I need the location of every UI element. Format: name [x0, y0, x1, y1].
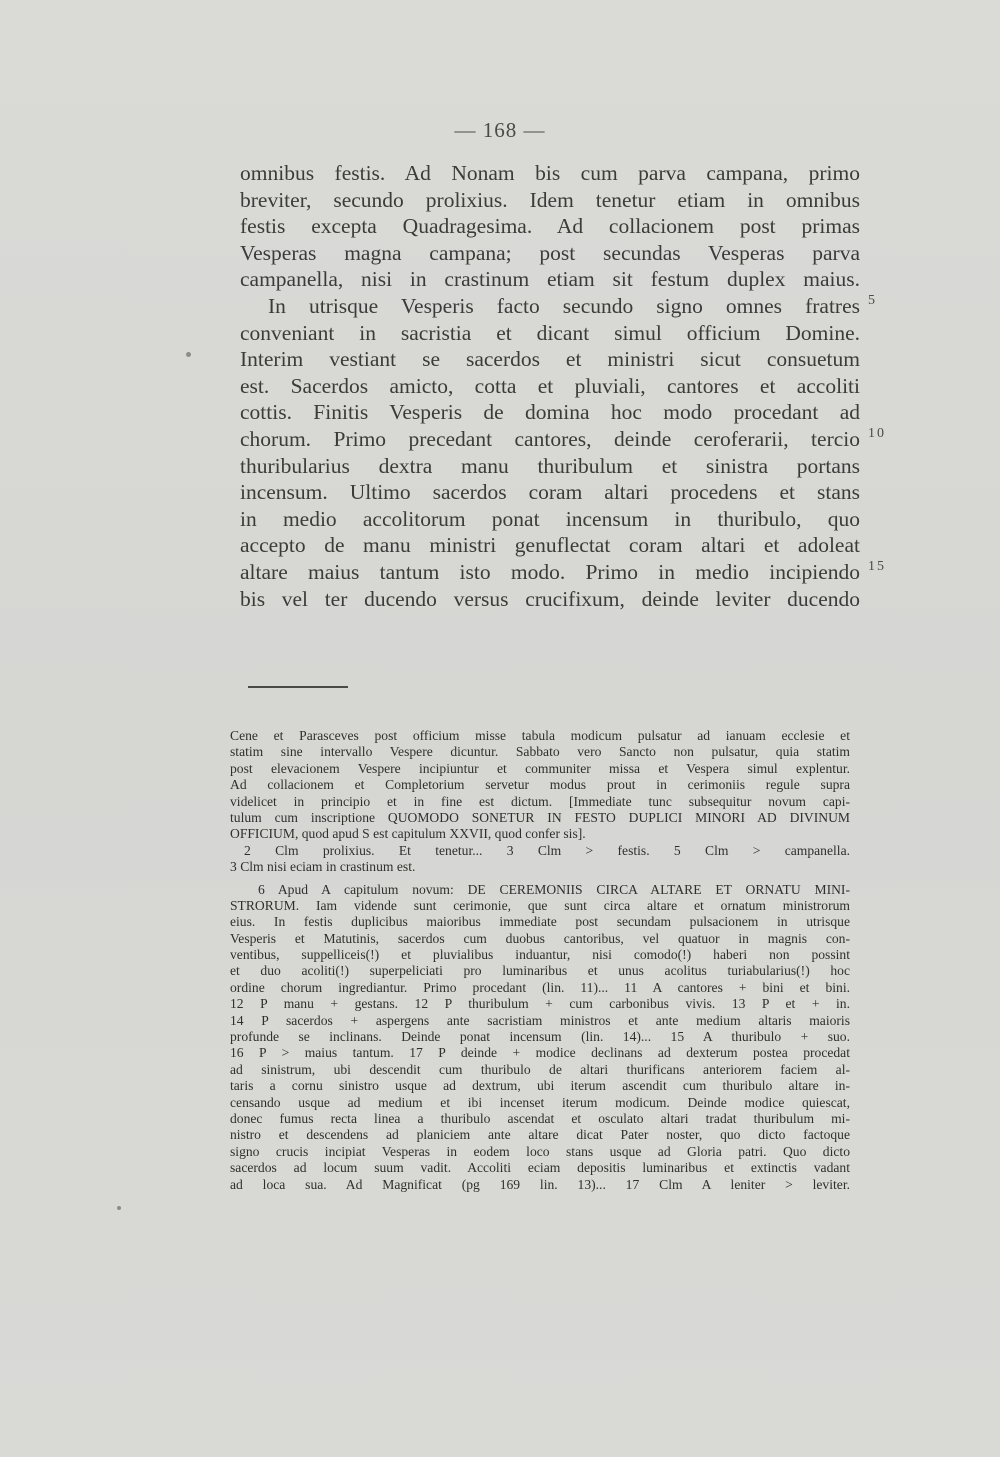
footnote-line: nistro et descendens ad planiciem ante altare dicat Pater noster, quo dicto factoque [230, 1127, 850, 1143]
footnote-line: Vesperis et Matutinis, sacerdos cum duobus cantoribus, vel quatuor in magnis con- [230, 930, 850, 946]
footnote-line: et duo acoliti(!) superpeliciati pro luminaribus et unus acolitus turiabularius(!) hoc [230, 963, 850, 979]
footnote-line: Ad collacionem et Completorium servetur modus prout in cerimoniis regule supra [230, 777, 850, 793]
paper-speck [186, 352, 191, 357]
footnote-line: taris a cornu sinistro usque ad dextrum, ubi iterum ascendit cum thuribulo altare in- [230, 1078, 850, 1094]
main-line: altare maius tantum isto modo. Primo in medio incipiendo [240, 559, 860, 584]
footnote-line: 14 P sacerdos + aspergens ante sacristiam ministros et ante medium altaris maioris [230, 1012, 850, 1028]
line-number-10: 10 [868, 426, 886, 441]
footnote-line: ventibus, suppelliceis(!) et pluvialibus induantur, nisi comodo(!) haberi non possint [230, 947, 850, 963]
footnote-line: videlicet in principio et in fine est dictum. [Immediate tunc subsequitur novum capi- [230, 793, 850, 809]
main-line: campanella, nisi in crastinum etiam sit festum duplex maius. [240, 267, 860, 292]
footnote-line: censando usque ad medium et ibi incenset iterum modicum. Deinde modice quiescat, [230, 1094, 850, 1110]
footnote-line: eius. In festis duplicibus maioribus immediate post secundam pulsacionem in utrisque [230, 914, 850, 930]
page-number: — 168 — [454, 118, 546, 142]
line-number-5: 5 [868, 293, 877, 308]
line-number-15: 15 [868, 559, 886, 574]
main-text [240, 160, 860, 612]
main-line: In utrisque Vesperis facto secundo signo omnes fratres [268, 293, 860, 318]
paper-speck [117, 1206, 121, 1210]
footnote-line: ad loca sua. Ad Magnificat (pg 169 lin. 13)... 17 Clm A leniter > leviter. [230, 1176, 850, 1192]
footnotes [230, 728, 850, 1193]
variant-line: 2 Clm prolixius. Et tenetur... 3 Clm > festis. 5 Clm > campanella. [244, 842, 850, 858]
footnote-line: STRORUM. Iam vidende sunt cerimonie, que sunt circa altare et ornatum ministrorum [230, 897, 850, 913]
footnote-line: donec fumus recta linea a thuribulo ascendat et osculato altari tradat thuribulum mi- [230, 1110, 850, 1126]
footnote-line: ordine chorum ingrediantur. Primo procedant (lin. 11)... 11 A cantores + bini et bini. [230, 979, 850, 995]
main-line: omnibus festis. Ad Nonam bis cum parva campana, primo [240, 161, 860, 185]
main-line: est. Sacerdos amicto, cotta et pluviali, cantores et accoliti [240, 373, 860, 398]
footnote-line: tulum cum inscriptione QUOMODO SONETUR IN FESTO DUPLICI MINORI AD DIVINUM [230, 809, 850, 825]
main-line: breviter, secundo prolixius. Idem tenetur etiam in omnibus [240, 187, 860, 212]
footnote-line: sacerdos ad locum suum vadit. Accoliti eciam depositis luminaribus et extinctis vadant [230, 1160, 850, 1176]
footnote-line: ad sinistrum, ubi descendit cum thuribulo de altari thurificans anteriorem faciem al- [230, 1061, 850, 1077]
main-line: incensum. Ultimo sacerdos coram altari procedens et stans [240, 480, 860, 505]
footnote-separator [248, 686, 348, 688]
footnote-line: statim sine intervallo Vespere dicuntur. Sabbato vero Sancto non pulsatur, quia statim [230, 744, 850, 760]
main-line: chorum. Primo precedant cantores, deinde ceroferarii, tercio [240, 426, 860, 451]
footnote-line: Cene et Parasceves post officium misse tabula modicum pulsatur ad ianuam ecclesie et [230, 728, 850, 743]
footnote-line: 12 P manu + gestans. 12 P thuribulum + cum carbonibus vivis. 13 P et + in. [230, 996, 850, 1012]
main-line: accepto de manu ministri genuflectat coram altari et adoleat [240, 533, 860, 558]
main-line: bis vel ter ducendo versus crucifixum, deinde leviter ducendo [240, 586, 860, 611]
footnote-line: profunde se inclinans. Deinde ponat incensum (lin. 14)... 15 A thuribulo + suo. [230, 1029, 850, 1045]
variant-line: 3 Clm nisi eciam in crastinum est. [230, 859, 416, 875]
footnote-line: OFFICIUM, quod apud S est capitulum XXVII, quod confer sis]. [230, 826, 586, 842]
main-line: cottis. Finitis Vesperis de domina hoc modo procedant ad [240, 400, 860, 425]
footnote-line: signo crucis incipiat Vesperas in eodem loco stans usque ad Gloria patri. Quo dicto [230, 1143, 850, 1159]
footnote-line: 6 Apud A capitulum novum: DE CEREMONIIS CIRCA ALTARE ET ORNATU MINI- [258, 881, 850, 897]
main-line: conveniant in sacristia et dicant simul officium Domine. [240, 320, 860, 345]
main-line: thuribularius dextra manu thuribulum et sinistra portans [240, 453, 860, 478]
footnote-line: post elevacionem Vespere incipiuntur et communiter missa et Vespera simul explentur. [230, 760, 850, 776]
footnote-line: 16 P > maius tantum. 17 P deinde + modice declinans ad dexterum postea procedat [230, 1045, 850, 1061]
main-line: in medio accolitorum ponat incensum in thuribulo, quo [240, 506, 860, 531]
main-line: Interim vestiant se sacerdos et ministri sicut consuetum [240, 347, 860, 372]
main-line: Vesperas magna campana; post secundas Vesperas parva [240, 240, 860, 265]
main-line: festis excepta Quadragesima. Ad collacionem post primas [240, 214, 860, 239]
